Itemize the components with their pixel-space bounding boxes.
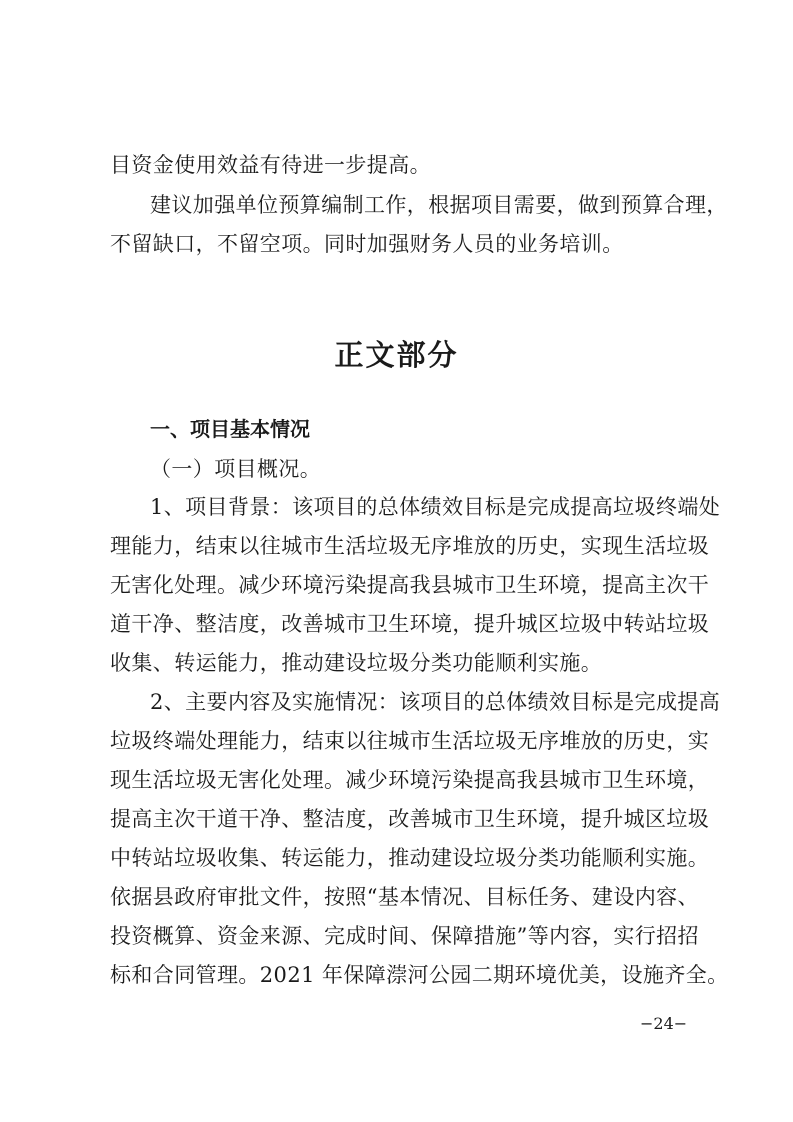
page-title: 正文部分 xyxy=(334,338,459,372)
paragraph-line: 中转站垃圾收集、转运能力，推动建设垃圾分类功能顺利实施。 xyxy=(110,846,710,870)
paragraph-line: 投资概算、资金来源、完成时间、保障措施”等内容，实行招招 xyxy=(110,924,699,948)
suggestion-line: 不留缺口，不留空项。同时加强财务人员的业务培训。 xyxy=(110,232,624,256)
paragraph-line: 收集、转运能力，推动建设垃圾分类功能顺利实施。 xyxy=(110,651,603,675)
paragraph-line: 2、主要内容及实施情况：该项目的总体绩效目标是完成提高 xyxy=(150,690,721,714)
paragraph-line: 理能力，结束以往城市生活垃圾无序堆放的历史，实现生活垃圾 xyxy=(110,534,710,558)
paragraph-line: 垃圾终端处理能力，结束以往城市生活垃圾无序堆放的历史，实 xyxy=(110,729,710,753)
paragraph-line: 现生活垃圾无害化处理。减少环境污染提高我县城市卫生环境， xyxy=(110,768,710,792)
paragraph-line: 道干净、整洁度，改善城市卫生环境，提升城区垃圾中转站垃圾 xyxy=(110,612,710,636)
paragraph-line: 依据县政府审批文件，按照“基本情况、目标任务、建设内容、 xyxy=(110,885,699,909)
section-heading: 一、项目基本情况 xyxy=(150,417,310,441)
paragraph-line: 1、项目背景：该项目的总体绩效目标是完成提高垃圾终端处 xyxy=(150,495,721,519)
paragraph-line: 无害化处理。减少环境污染提高我县城市卫生环境，提高主次干 xyxy=(110,573,710,597)
carryover-line: 目资金使用效益有待进一步提高。 xyxy=(110,153,431,177)
paragraph-line: 标和合同管理。2021 年保障漴河公园二期环境优美，设施齐全。 xyxy=(110,963,729,987)
suggestion-line: 建议加强单位预算编制工作，根据项目需要，做到预算合理， xyxy=(150,193,728,217)
subsection-heading: （一）项目概况。 xyxy=(150,457,322,481)
paragraph-line: 提高主次干道干净、整洁度，改善城市卫生环境，提升城区垃圾 xyxy=(110,807,710,831)
page-number: −24− xyxy=(640,1014,688,1033)
